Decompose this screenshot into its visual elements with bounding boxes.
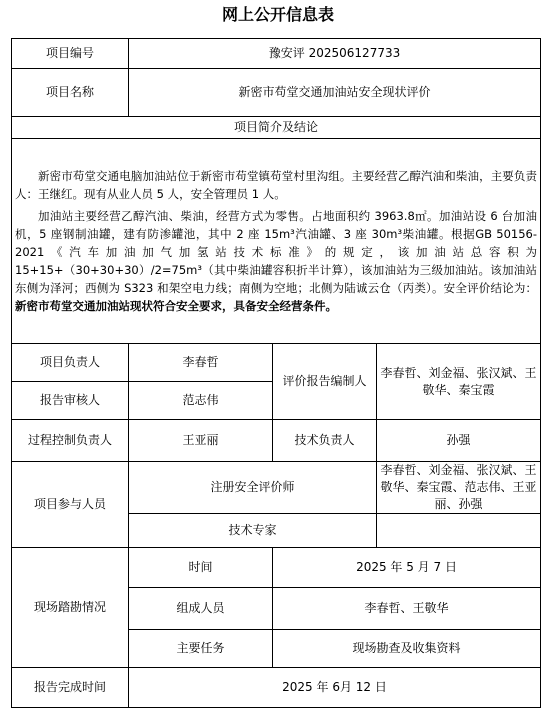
survey-task-label: 主要任务 xyxy=(129,630,273,668)
tech-label: 技术负责人 xyxy=(273,420,377,462)
participants-label: 项目参与人员 xyxy=(12,462,129,548)
project-name-label: 项目名称 xyxy=(12,69,129,117)
leader-label: 项目负责人 xyxy=(12,344,129,382)
project-no-value: 豫安评 202506127733 xyxy=(129,39,541,69)
reviewer-value: 范志伟 xyxy=(129,382,273,420)
process-value: 王亚丽 xyxy=(129,420,273,462)
process-label: 过程控制负责人 xyxy=(12,420,129,462)
intro-heading: 项目简介及结论 xyxy=(12,117,541,139)
intro-paragraph-2-text: 加油站主要经营乙醇汽油、柴油，经营方式为零售。占地面积约 3963.8㎡。加油站设 6 台加油机，5 座钢制油罐，建有防渗罐池，其中 2 座 15m³汽油罐、3 座 30m³柴油罐。根据GB 50156-2021《汽车加油加气加氢站技术标准》的规定，该加油站总容积为 15+15+（30+30+30）/2=75m³（其中柴油罐容积折半计算），该加油站为三级加油站。该加油站东侧为泽河；西侧为 S323 和架空电力线；南侧为空地；北侧为陆诚云仓（丙类）。安全评价结论为： xyxy=(15,209,538,295)
writers-label: 评价报告编制人 xyxy=(273,344,377,420)
project-name-value: 新密市苟堂交通加油站安全现状评价 xyxy=(129,69,541,117)
row-completion xyxy=(12,668,541,708)
survey-task-value: 现场勘查及收集资料 xyxy=(273,630,541,668)
registered-label: 注册安全评价师 xyxy=(129,462,377,514)
row-intro xyxy=(12,139,541,344)
experts-label: 技术专家 xyxy=(129,514,377,548)
intro-body xyxy=(12,139,541,344)
row-intro-heading xyxy=(12,117,541,139)
survey-time-value: 2025 年 5 月 7 日 xyxy=(273,548,541,588)
info-table xyxy=(11,38,541,708)
survey-members-label: 组成人员 xyxy=(129,588,273,630)
experts-value xyxy=(377,514,541,548)
registered-value: 李春哲、刘金福、张汉斌、王敬华、秦宝霞、范志伟、王亚丽、孙强 xyxy=(377,462,541,514)
intro-conclusion: 新密市苟堂交通加油站现状符合安全要求，具备安全经营条件。 xyxy=(15,299,337,313)
writers-value: 李春哲、刘金福、张汉斌、王敬华、秦宝霞 xyxy=(377,344,541,420)
leader-value: 李春哲 xyxy=(129,344,273,382)
survey-label: 现场踏勘情况 xyxy=(12,548,129,668)
row-registered xyxy=(12,462,541,514)
tech-value: 孙强 xyxy=(377,420,541,462)
row-survey-time xyxy=(12,548,541,588)
completion-value: 2025 年 6月 12 日 xyxy=(129,668,541,708)
project-no-label: 项目编号 xyxy=(12,39,129,69)
survey-time-label: 时间 xyxy=(129,548,273,588)
intro-paragraph-1: 新密市苟堂交通电脑加油站位于新密市苟堂镇苟堂村里沟组。主要经营乙醇汽油和柴油，主要负责人：王继红。现有从业人员 5 人，安全管理员 1 人。 xyxy=(15,169,538,201)
completion-label: 报告完成时间 xyxy=(12,668,129,708)
row-project-name xyxy=(12,69,541,117)
row-process xyxy=(12,420,541,462)
page-title: 网上公开信息表 xyxy=(221,5,334,24)
reviewer-label: 报告审核人 xyxy=(12,382,129,420)
survey-members-value: 李春哲、王敬华 xyxy=(273,588,541,630)
intro-paragraph-2 xyxy=(15,207,537,315)
row-leader xyxy=(12,344,541,382)
row-project-no xyxy=(12,39,541,69)
